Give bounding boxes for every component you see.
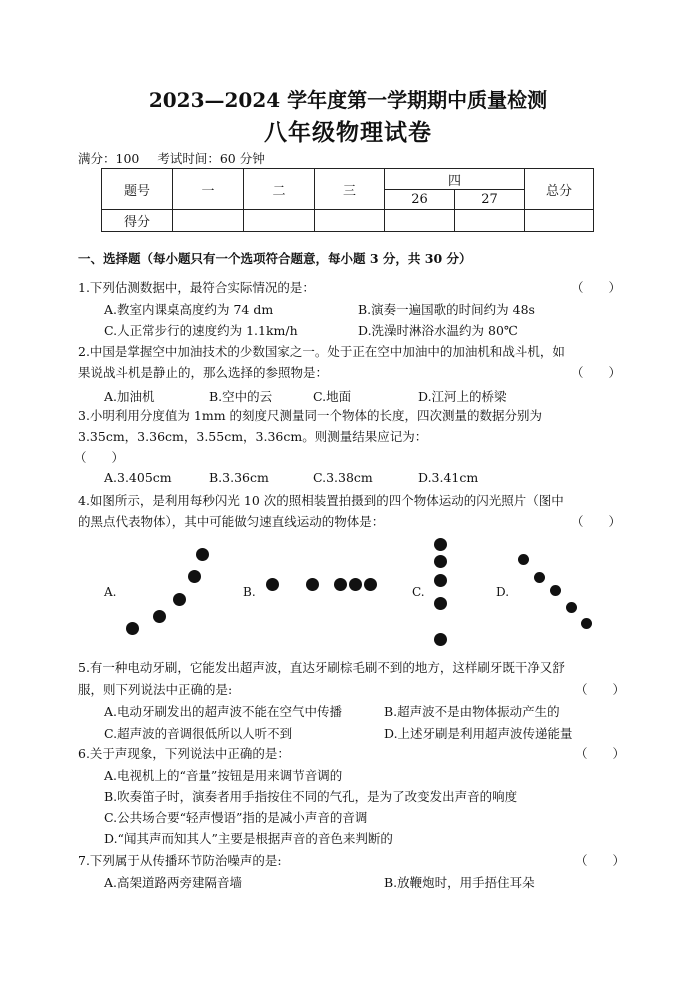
q4-answer-paren[interactable]: （ ） — [571, 514, 622, 529]
q1-stem: 1.下列估测数据中，最符合实际情况的是： — [78, 280, 315, 295]
figure-a-dot — [196, 548, 209, 561]
q2-option-c: C.地面 — [313, 389, 352, 404]
q3-stem-line1: 3.小明利用分度值为 1mm 的刻度尺测量同一个物体的长度，四次测量的数据分别为 — [78, 408, 543, 423]
full-score: 满分：100 — [78, 151, 140, 166]
figure-label-c: C. — [412, 585, 425, 599]
q2-stem-line2: 果说战斗机是静止的，那么选择的参照物是： — [78, 365, 329, 380]
q6-stem: 6.关于声现象，下列说法中正确的是： — [78, 746, 290, 761]
q2-answer-paren[interactable]: （ ） — [571, 365, 622, 380]
figure-d-dot — [566, 602, 577, 613]
header-q26: 26 — [385, 190, 455, 210]
q5-option-d: D.上述牙刷是利用超声波传递能量 — [384, 726, 573, 741]
score-cell[interactable] — [455, 210, 525, 232]
q6-option-a: A.电视机上的“音量”按钮是用来调节音调的 — [104, 768, 343, 783]
header-part-1: 一 — [173, 169, 244, 210]
figure-label-b: B. — [243, 585, 256, 599]
score-cell[interactable] — [315, 210, 385, 232]
figure-b-dot — [266, 578, 279, 591]
figure-c-dot — [434, 555, 447, 568]
q5-option-a: A.电动牙刷发出的超声波不能在空气中传播 — [104, 704, 343, 719]
q5-stem-line1: 5.有一种电动牙刷，它能发出超声波，直达牙刷棕毛刷不到的地方，这样刷牙既干净又舒 — [78, 660, 565, 675]
q3-stem-line2: 3.35cm，3.36cm，3.55cm，3.36cm。则测量结果应记为： — [78, 429, 428, 444]
figure-d-dot — [518, 554, 529, 565]
q2-option-b: B.空中的云 — [209, 389, 273, 404]
q3-option-c: C.3.38cm — [313, 470, 373, 485]
exam-meta — [78, 149, 265, 167]
exam-time: 考试时间：60 分钟 — [157, 151, 265, 166]
header-part-4: 四 — [385, 169, 525, 190]
figure-b-dot — [364, 578, 377, 591]
header-total: 总分 — [525, 169, 594, 210]
figure-a-dot — [188, 570, 201, 583]
q7-answer-paren[interactable]: （ ） — [575, 853, 626, 868]
q7-option-a: A.高架道路两旁建隔音墙 — [104, 875, 243, 890]
figure-d-dot — [550, 585, 561, 596]
q6-answer-paren[interactable]: （ ） — [575, 746, 626, 761]
exam-subtitle: 八年级物理试卷 — [264, 119, 432, 146]
q1-answer-paren[interactable]: （ ） — [571, 280, 622, 295]
figure-c-dot — [434, 574, 447, 587]
q6-option-d: D.“闻其声而知其人”主要是根据声音的音色来判断的 — [104, 831, 393, 846]
q1-option-d: D.洗澡时淋浴水温约为 80℃ — [358, 323, 518, 338]
header-q27: 27 — [455, 190, 525, 210]
figure-c-dot — [434, 633, 447, 646]
figure-a-dot — [126, 622, 139, 635]
q7-stem: 7.下列属于从传播环节防治噪声的是: — [78, 853, 282, 868]
q3-option-a: A.3.405cm — [104, 470, 172, 485]
figure-a-dot — [173, 593, 186, 606]
q7-option-b: B.放鞭炮时，用手捂住耳朵 — [384, 875, 535, 890]
q6-option-b: B.吹奏笛子时，演奏者用手指按住不同的气孔，是为了改变发出声音的响度 — [104, 789, 518, 804]
score-cell[interactable] — [244, 210, 315, 232]
q3-option-d: D.3.41cm — [418, 470, 479, 485]
figure-label-a: A. — [104, 585, 117, 599]
q2-stem-line1: 2.中国是掌握空中加油技术的少数国家之一。处于正在空中加油中的加油机和战斗机，如 — [78, 344, 565, 359]
score-cell[interactable] — [385, 210, 455, 232]
exam-title: 2023—2024 学年度第一学期期中质量检测 — [148, 88, 548, 112]
figure-label-d: D. — [496, 585, 510, 599]
q5-option-b: B.超声波不是由物体振动产生的 — [384, 704, 560, 719]
figure-d-dot — [581, 618, 592, 629]
header-part-3: 三 — [315, 169, 385, 210]
q5-stem-line2: 服，则下列说法中正确的是: — [78, 682, 233, 697]
figure-c-dot — [434, 597, 447, 610]
q4-stem-line1: 4.如图所示，是利用每秒闪光 10 次的照相装置拍摄到的四个物体运动的闪光照片（图中 — [78, 493, 564, 508]
q1-option-a: A.教室内课桌高度约为 74 dm — [104, 302, 274, 317]
q3-answer-paren[interactable]: （ ） — [74, 450, 125, 465]
q3-option-b: B.3.36cm — [209, 470, 269, 485]
q1-option-c: C.人正常步行的速度约为 1.1km/h — [104, 323, 298, 338]
row-score-label: 得分 — [102, 210, 173, 232]
q5-answer-paren[interactable]: （ ） — [575, 682, 626, 697]
score-cell[interactable] — [525, 210, 594, 232]
figure-d-dot — [534, 572, 545, 583]
figure-b-dot — [349, 578, 362, 591]
figure-b-dot — [306, 578, 319, 591]
header-part-2: 二 — [244, 169, 315, 210]
q5-option-c: C.超声波的音调很低所以人听不到 — [104, 726, 293, 741]
score-cell[interactable] — [173, 210, 244, 232]
q1-option-b: B.演奏一遍国歌的时间约为 48s — [358, 302, 535, 317]
figure-c-dot — [434, 538, 447, 551]
q6-option-c: C.公共场合要“轻声慢语”指的是减小声音的音调 — [104, 810, 368, 825]
q2-option-d: D.江河上的桥梁 — [418, 389, 507, 404]
score-table — [101, 168, 594, 232]
q2-option-a: A.加油机 — [104, 389, 155, 404]
header-question: 题号 — [102, 169, 173, 210]
section-heading: 一、选择题（每小题只有一个选项符合题意，每小题 3 分，共 30 分） — [78, 251, 472, 266]
figure-b-dot — [334, 578, 347, 591]
q4-stem-line2: 的黑点代表物体），其中可能做匀速直线运动的物体是： — [78, 514, 385, 529]
figure-a-dot — [153, 610, 166, 623]
